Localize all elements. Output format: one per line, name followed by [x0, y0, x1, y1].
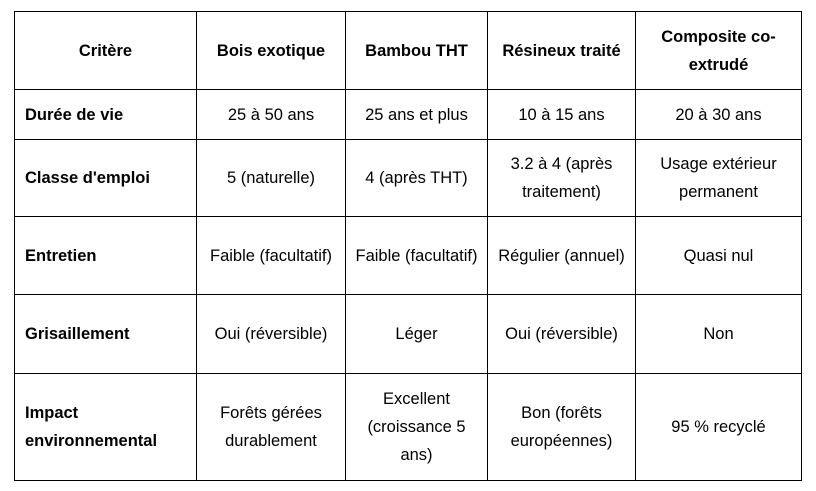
value-cell: Usage extérieur permanent: [636, 140, 802, 217]
value-cell: 3.2 à 4 (après traitement): [488, 140, 636, 217]
table-row: [15, 140, 802, 217]
value-cell: 20 à 30 ans: [636, 90, 802, 140]
criterion-cell: Grisaillement: [15, 295, 197, 374]
value-cell: Faible (facultatif): [346, 217, 488, 295]
table-row: [15, 90, 802, 140]
column-header: Résineux traité: [488, 12, 636, 90]
value-cell: Oui (réversible): [197, 295, 346, 374]
value-cell: Oui (réversible): [488, 295, 636, 374]
column-header: Composite co-extrudé: [636, 12, 802, 90]
table-row: [15, 217, 802, 295]
value-cell: Non: [636, 295, 802, 374]
column-header: Critère: [15, 12, 197, 90]
criterion-cell: Impact environnemental: [15, 374, 197, 481]
value-cell: 5 (naturelle): [197, 140, 346, 217]
value-cell: 95 % recyclé: [636, 374, 802, 481]
value-cell: Faible (facultatif): [197, 217, 346, 295]
criterion-cell: Durée de vie: [15, 90, 197, 140]
criterion-cell: Classe d'emploi: [15, 140, 197, 217]
value-cell: 25 à 50 ans: [197, 90, 346, 140]
column-header: Bambou THT: [346, 12, 488, 90]
value-cell: Bon (forêts européennes): [488, 374, 636, 481]
criterion-cell: Entretien: [15, 217, 197, 295]
table-row: [15, 295, 802, 374]
value-cell: 25 ans et plus: [346, 90, 488, 140]
value-cell: Forêts gérées durablement: [197, 374, 346, 481]
value-cell: Léger: [346, 295, 488, 374]
table-row: [15, 374, 802, 481]
value-cell: Régulier (annuel): [488, 217, 636, 295]
comparison-table: [14, 11, 802, 481]
column-header: Bois exotique: [197, 12, 346, 90]
value-cell: 4 (après THT): [346, 140, 488, 217]
header-row: [15, 12, 802, 90]
value-cell: Excellent (croissance 5 ans): [346, 374, 488, 481]
value-cell: 10 à 15 ans: [488, 90, 636, 140]
value-cell: Quasi nul: [636, 217, 802, 295]
